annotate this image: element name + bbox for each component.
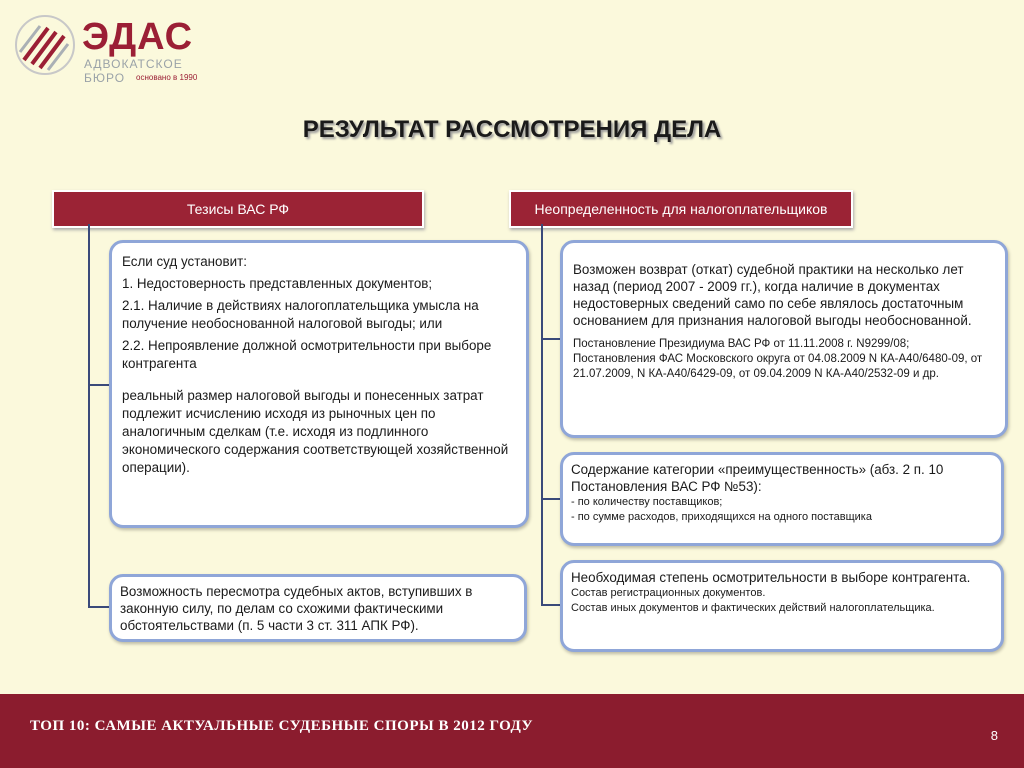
logo-brand: ЭДАС [82, 16, 194, 58]
logo [14, 14, 214, 85]
connector-right-h2 [541, 498, 561, 500]
review-text: Возможность пересмотра судебных актов, вступивших в законную силу, по делам со схожими фактическими обстоятельствами (п. 5 части 3 ст. 311 АПК РФ). [120, 584, 473, 633]
diligence-box [560, 560, 1004, 652]
preference-item-2: - по сумме расходов, приходящихся на одного поставщика [571, 511, 872, 523]
theses-box [109, 240, 529, 528]
connector-left-h2 [88, 606, 110, 608]
connector-right-h1 [541, 338, 561, 340]
rollback-text: Возможен возврат (откат) судебной практики на несколько лет назад (период 2007 - 2009 гг.), когда наличие в документах недостоверных сведений само по себе являлось достаточным основанием для признания налоговой выгоды необоснованной. [573, 262, 972, 328]
footer-bar [0, 694, 1024, 768]
header-uncertainty: Неопределенность для налогоплательщиков [509, 190, 853, 228]
connector-left-vertical [88, 224, 90, 608]
preference-box [560, 452, 1004, 546]
page-number: 8 [990, 728, 998, 743]
diligence-text: Необходимая степень осмотрительности в выборе контрагента. [571, 570, 971, 585]
connector-right-h3 [541, 604, 561, 606]
footer-title: ТОП 10: САМЫЕ АКТУАЛЬНЫЕ СУДЕБНЫЕ СПОРЫ В 2012 ГОДУ [30, 718, 534, 734]
theses-line-1: Если суд установит: [122, 254, 247, 269]
diligence-item-1: Состав регистрационных документов. [571, 587, 766, 599]
connector-left-h1 [88, 384, 110, 386]
theses-line-4: 2.2. Непроявление должной осмотрительности при выборе контрагента [122, 338, 492, 371]
logo-subtitle-1: АДВОКАТСКОЕ [84, 57, 183, 71]
logo-subtitle-2: БЮРО [84, 71, 126, 85]
logo-since: основано в 1990 [136, 73, 198, 82]
header-vas-theses: Тезисы ВАС РФ [52, 190, 424, 228]
preference-text: Содержание категории «преимущественность» (абз. 2 п. 10 Постановления ВАС РФ №53): [571, 462, 944, 494]
preference-item-1: - по количеству поставщиков; [571, 496, 723, 508]
theses-line-2: 1. Недостоверность представленных документов; [122, 276, 433, 291]
diligence-item-2: Состав иных документов и фактических действий налогоплательщика. [571, 602, 935, 614]
connector-right-vertical [541, 224, 543, 606]
rollback-box [560, 240, 1008, 438]
rollback-references: Постановление Президиума ВАС РФ от 11.11.2008 г. N9299/08; Постановления ФАС Московского округа от 04.08.2009 N КА-А40/6480-09, от 21.07.2009, N КА-А40/6429-09, от 09.04.2009 N КА-А40/2532-09 и др. [573, 338, 983, 380]
theses-line-3: 2.1. Наличие в действиях налогоплательщика умысла на получение необоснованной налоговой выгоды; или [122, 298, 479, 331]
theses-line-5: реальный размер налоговой выгоды и понесенных затрат подлежит исчислению исходя из рыночных цен по аналогичным сделкам (т.е. исходя из подлинного экономического содержания соответствующей хозяйственной операции). [122, 388, 509, 475]
logo-emblem-icon [14, 14, 76, 76]
page-title: РЕЗУЛЬТАТ РАССМОТРЕНИЯ ДЕЛА [302, 116, 722, 143]
review-box [109, 574, 527, 642]
